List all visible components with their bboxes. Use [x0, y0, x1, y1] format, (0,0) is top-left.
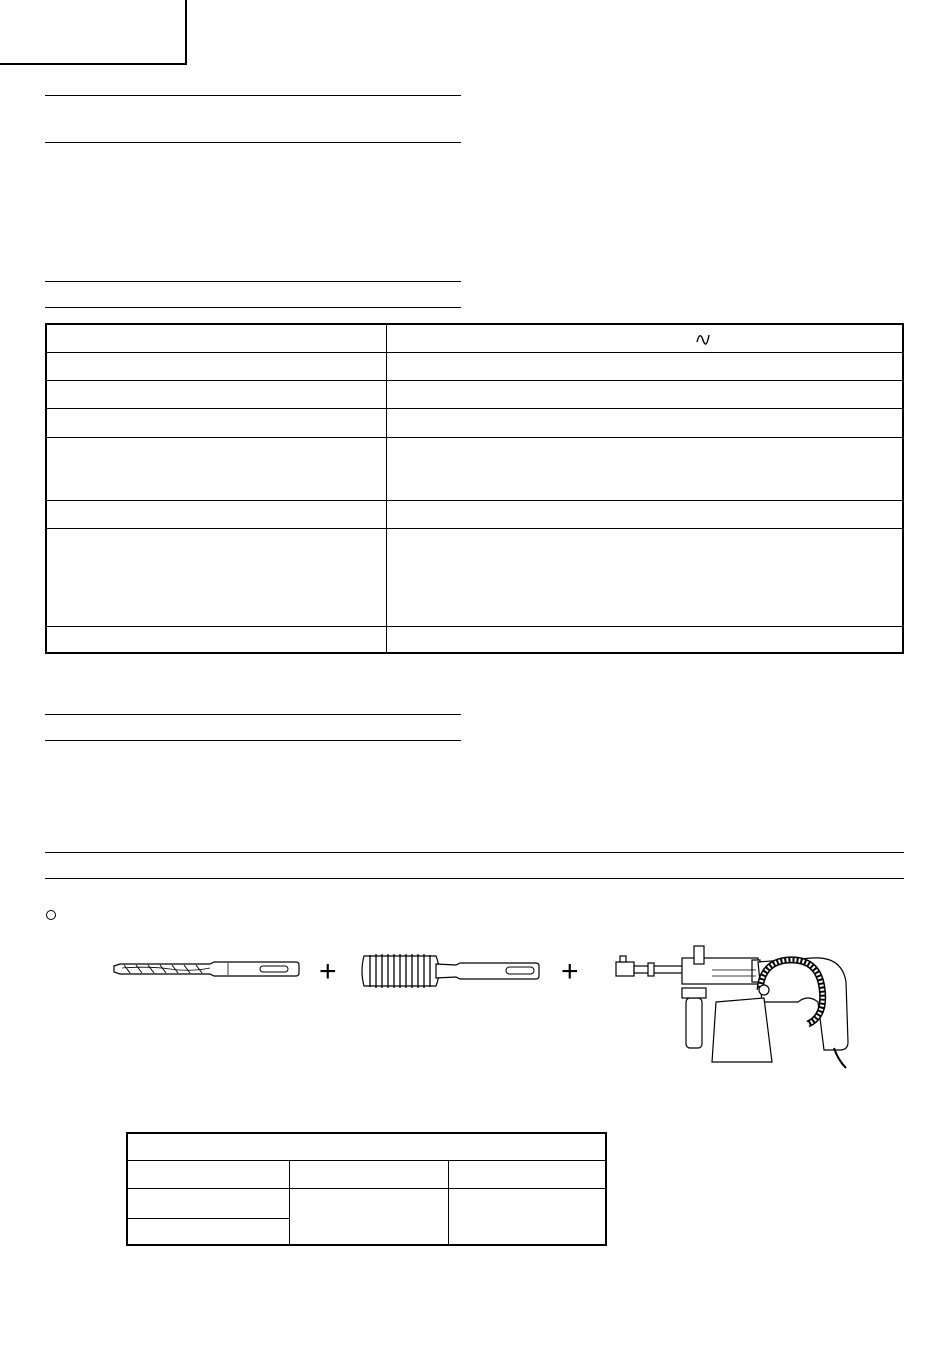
- table-row: [46, 437, 903, 500]
- table-row: [127, 1160, 606, 1188]
- plus-sign: +: [561, 955, 579, 988]
- spec-value: [387, 626, 904, 653]
- table-row: [127, 1188, 606, 1218]
- spec-value: [387, 408, 904, 437]
- spec-value: [387, 437, 904, 500]
- dust-cup-icon: [358, 948, 542, 994]
- spec-label: [46, 380, 387, 408]
- accessory-column-header: [290, 1160, 449, 1188]
- spec-value: [387, 500, 904, 528]
- section-4-rule-bottom: [45, 878, 904, 879]
- ac-current-icon: [696, 333, 712, 347]
- accessory-cell: [290, 1188, 449, 1245]
- accessory-table-header: [127, 1133, 606, 1160]
- specs-rule-bottom: [45, 307, 461, 308]
- table-row: [46, 352, 903, 380]
- table-row: [46, 324, 903, 352]
- spec-value: [387, 352, 904, 380]
- accessory-column-header: [127, 1160, 290, 1188]
- spec-label: [46, 352, 387, 380]
- spec-value: [387, 528, 904, 626]
- spec-label: [46, 626, 387, 653]
- table-row: [46, 380, 903, 408]
- spec-label: [46, 437, 387, 500]
- section-3-rule-bottom: [45, 740, 461, 741]
- accessory-table: [126, 1132, 607, 1246]
- section-3-rule-top: [45, 714, 461, 715]
- specifications-table: [45, 323, 904, 654]
- table-row: [46, 500, 903, 528]
- section-rule-bottom: [45, 142, 461, 143]
- table-row: [46, 408, 903, 437]
- circle-icon: [46, 910, 56, 920]
- spec-label: [46, 324, 387, 352]
- spec-label: [46, 408, 387, 437]
- spec-label: [46, 528, 387, 626]
- hammer-drill-with-dust-collector-icon: [612, 942, 858, 1072]
- spec-value: [387, 324, 904, 352]
- table-row: [127, 1133, 606, 1160]
- spec-value: [387, 380, 904, 408]
- drill-bit-icon: [110, 955, 300, 983]
- specs-rule-top: [45, 281, 461, 282]
- accessory-cell: [127, 1218, 290, 1245]
- page-tab-box: [0, 0, 187, 65]
- section-4-rule-top: [45, 852, 904, 853]
- plus-sign: +: [319, 955, 337, 988]
- table-row: [46, 528, 903, 626]
- accessory-cell: [127, 1188, 290, 1218]
- accessory-cell: [449, 1188, 607, 1245]
- section-rule-top: [45, 95, 461, 96]
- spec-label: [46, 500, 387, 528]
- accessory-column-header: [449, 1160, 607, 1188]
- table-row: [46, 626, 903, 653]
